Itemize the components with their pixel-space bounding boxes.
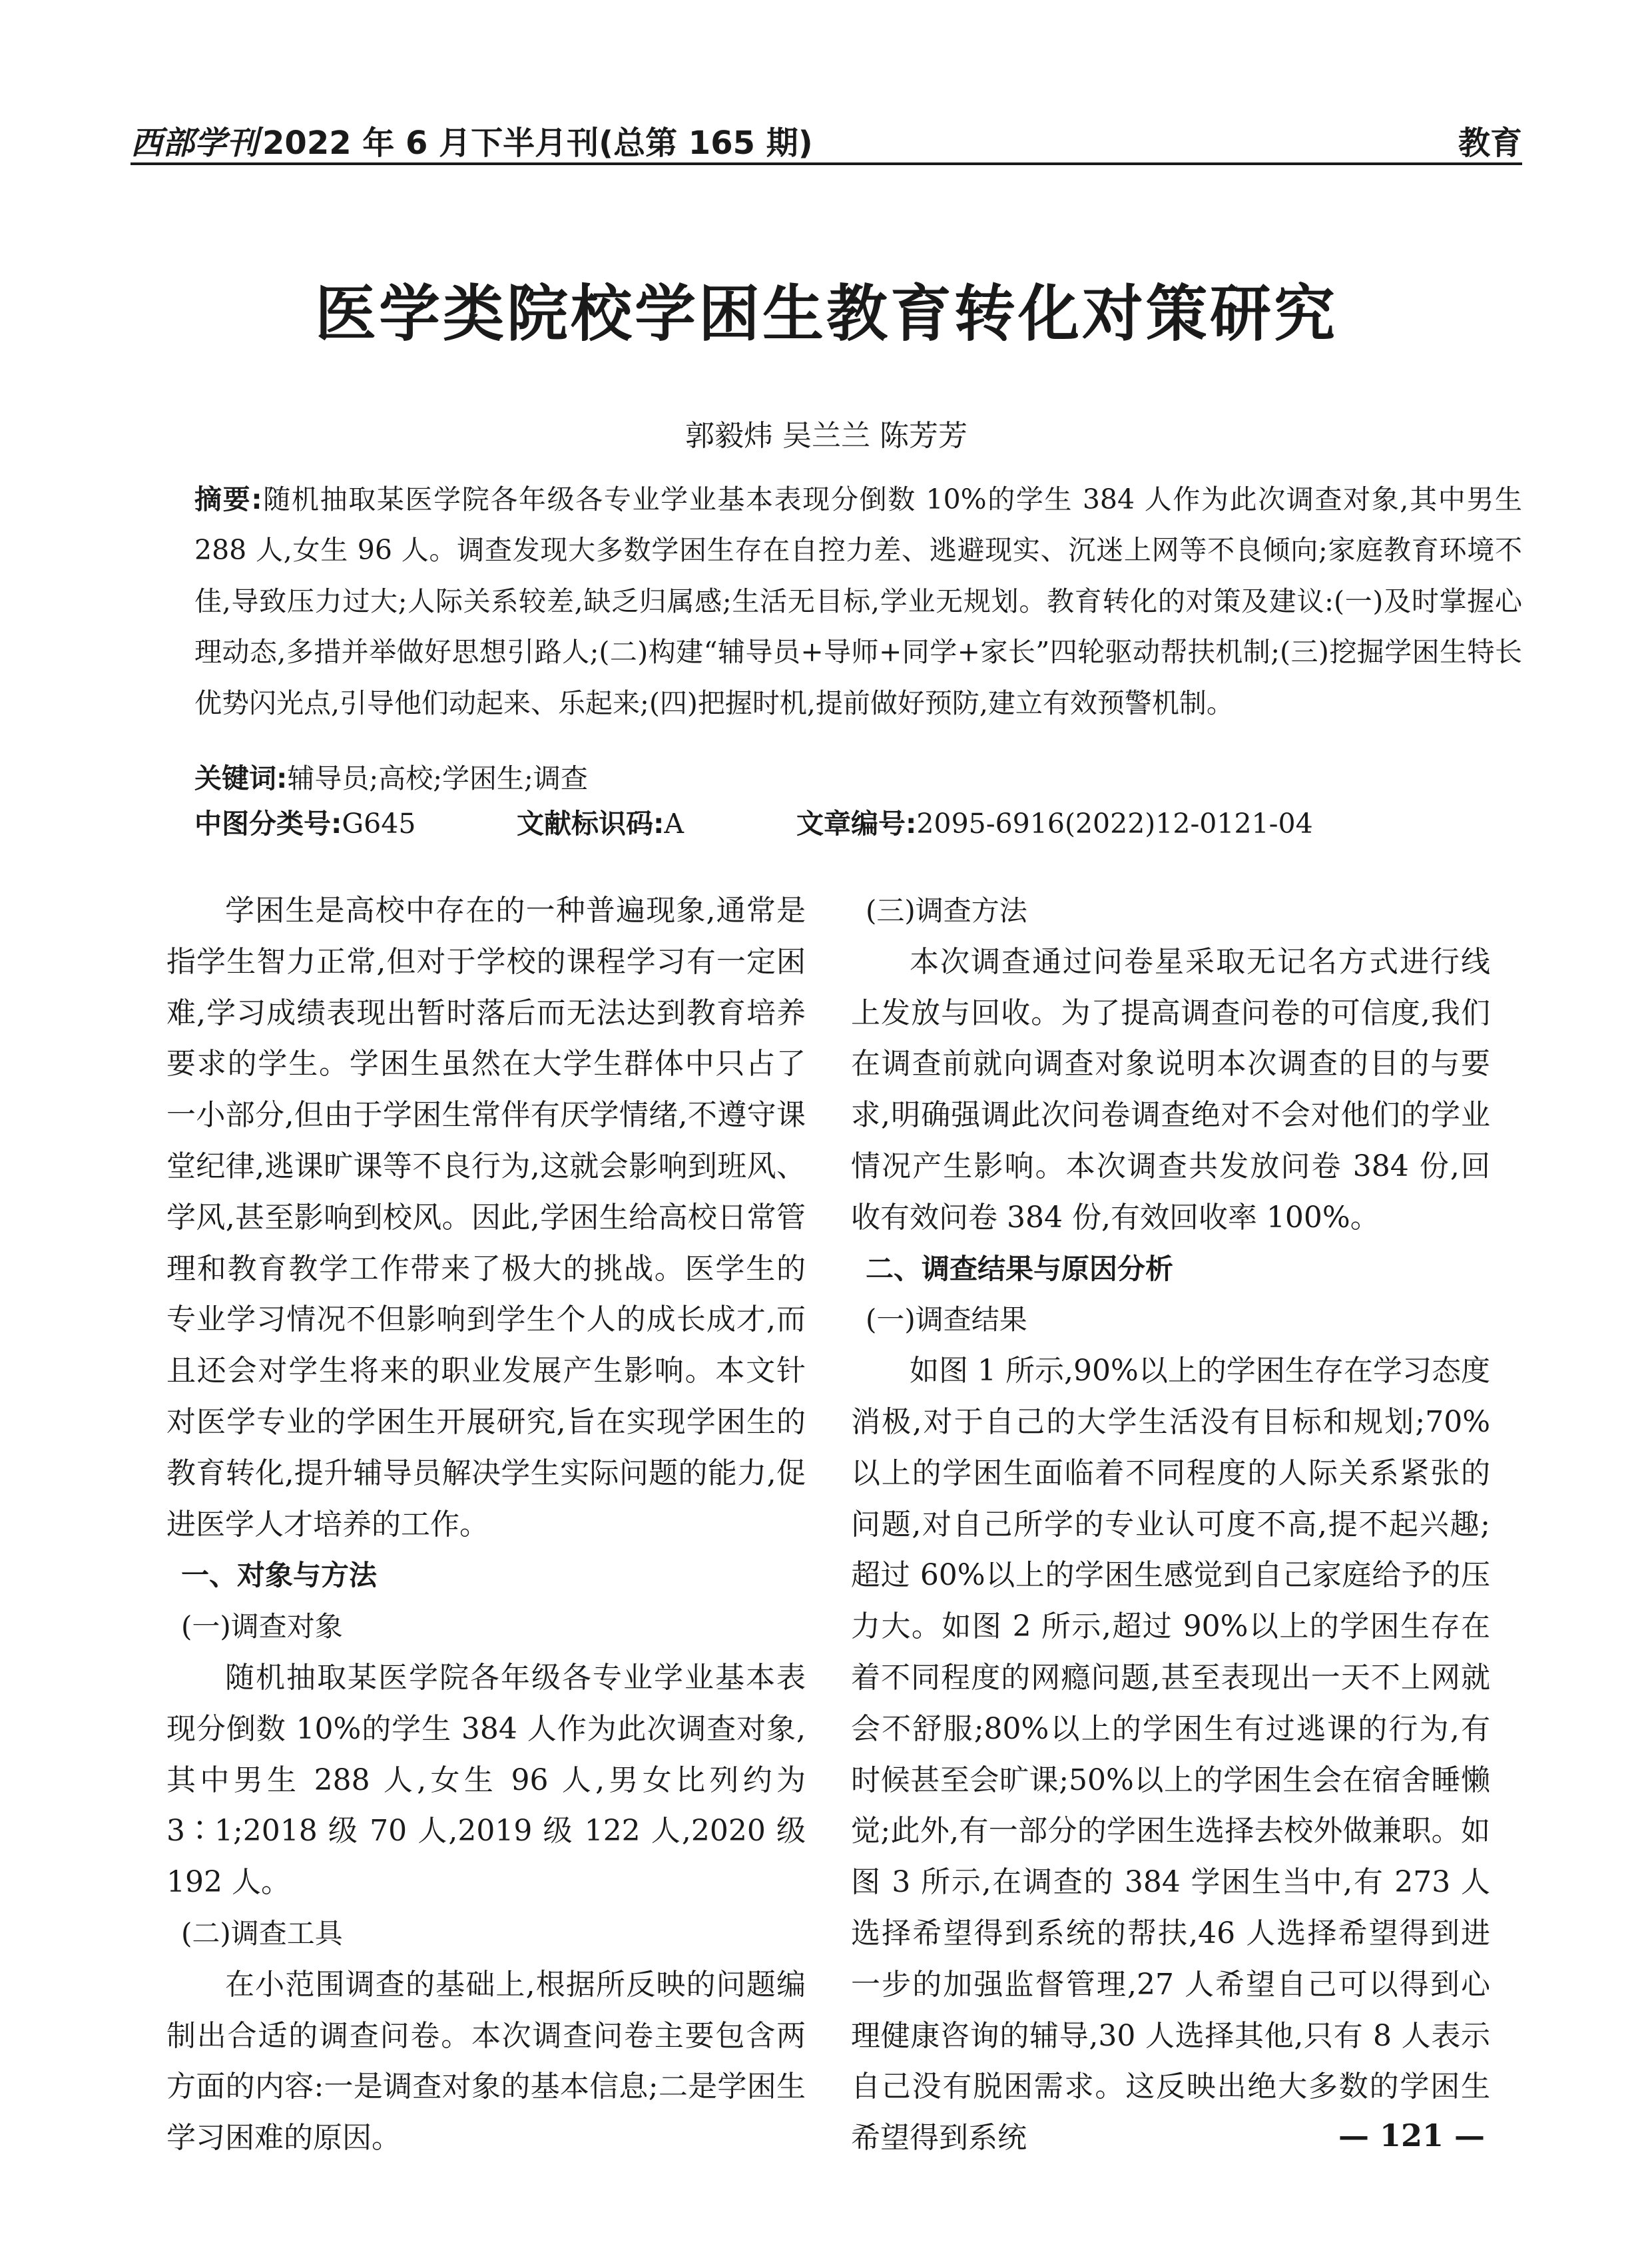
abstract-label: 摘要: [194,483,262,515]
subsection-1-1-text: 随机抽取某医学院各年级各专业学业基本表现分倒数 10%的学生 384 人作为此次调查对象,其中男生 288 人,女生 96 人,男女比列约为 3∶1;2018 级 70 人,2019 级 122 人,2020 级 192 人。 [166,1660,806,1900]
page-number: — 121 — [1338,2117,1486,2153]
article-number [796,802,1313,841]
doc-label: 文献标识码: [517,808,665,840]
subsection-1-3-text: 本次调查通过问卷星采取无记名方式进行线上发放与回收。为了提高调查问卷的可信度,我们在调查前就向调查对象说明本次调查的目的与要求,明确强调此次问卷调查绝对不会对他们的学业情况产生影响。本次调查共发放问卷 384 份,回收有效问卷 384 份,有效回收率 100%。 [851,944,1491,1235]
abstract [131,474,1522,728]
subsection-2-1-text: 如图 1 所示,90%以上的学困生存在学习态度消极,对于自己的大学生活没有目标和规划;70%以上的学困生面临着不同程度的人际关系紧张的问题,对自己所学的专业认可度不高,提不起兴趣;超过 60%以上的学困生感觉到自己家庭给予的压力大。如图 2 所示,超过 90%以上的学困生存在着不同程度的网瘾问题,甚至表现出一天不上网就会不舒服;80%以上的学困生有过逃课的行为,有时候甚至会旷课;50%以上的学困生会在宿舍睡懒觉;此外,有一部分的学困生选择去校外做兼职。如图 3 所示,在调查的 384 学困生当中,有 273 人选择希望得到系统的帮扶,46 人选择希望得到进一步的加强监督管理,27 人希望自己可以得到心理健康咨询的辅导,30 人选择其他,只有 8 人表示自己没有脱困需求。这反映出绝大多数的学困生希望得到系统 [851,1354,1490,2155]
subsection-1-3-heading: (三)调查方法 [866,894,1027,927]
clc-value: G645 [342,808,416,840]
section-1-heading: 一、对象与方法 [181,1559,378,1592]
subsection-1-2-heading: (二)调查工具 [181,1916,343,1950]
journal-logo: 西部学刊 [131,125,259,162]
running-header [131,112,1522,165]
keywords-text: 辅导员;高校;学困生;调查 [287,762,588,794]
section-name: 教育 [1458,125,1522,162]
subsection-1-1-heading: (一)调查对象 [181,1610,343,1643]
article-authors: 郭毅炜 吴兰兰 陈芳芳 [685,419,967,453]
clc-label: 中图分类号: [194,808,342,840]
abstract-text: 随机抽取某医学院各年级各专业学业基本表现分倒数 10%的学生 384 人作为此次调查对象,其中男生 288 人,女生 96 人。调查发现大多数学困生存在自控力差、逃避现实、沉迷上网等不良倾向;家庭教育环境不佳,导致压力过大;人际关系较差,缺乏归属感;生活无目标,学业无规划。教育转化的对策及建议:(一)及时掌握心理动态,多措并举做好思想引路人;(二)构建“辅导员+导师+同学+家长”四轮驱动帮扶机制;(三)挖掘学困生特长优势闪光点,引导他们动起来、乐起来;(四)把握时机,提前做好预防,建立有效预警机制。 [194,483,1522,719]
intro-paragraph: 学困生是高校中存在的一种普遍现象,通常是指学生智力正常,但对于学校的课程学习有一定困难,学习成绩表现出暂时落后而无法达到教育培养要求的学生。学困生虽然在大学生群体中只占了一小部分,但由于学困生常伴有厌学情绪,不遵守课堂纪律,逃课旷课等不良行为,这就会影响到班风、学风,甚至影响到校风。因此,学困生给高校日常管理和教育教学工作带来了极大的挑战。医学生的专业学习情况不但影响到学生个人的成长成才,而且还会对学生将来的职业发展产生影响。本文针对医学专业的学困生开展研究,旨在实现学困生的教育转化,提升辅导员解决学生实际问题的能力,促进医学人才培养的工作。 [166,894,806,1541]
keywords [194,756,588,796]
subsection-1-2-text: 在小范围调查的基础上,根据所反映的问题编制出合适的调查问卷。本次调查问卷主要包含两方面的内容:一是调查对象的基本信息;二是学困生学习困难的原因。 [166,1967,806,2155]
left-column [166,886,806,2164]
subsection-2-1-heading: (一)调查结果 [866,1303,1027,1336]
clc-number [194,802,415,841]
header-rule [131,162,1522,165]
section-2-heading: 二、调查结果与原因分析 [866,1252,1174,1285]
art-value: 2095-6916(2022)12-0121-04 [916,808,1313,840]
art-label: 文章编号: [796,808,917,840]
document-code [517,802,684,841]
journal-issue [131,117,813,163]
right-column [851,886,1490,2164]
issue-info: 2022 年 6 月下半月刊(总第 165 期) [262,125,813,162]
doc-value: A [664,808,685,840]
article-title: 医学类院校学困生教育转化对策研究 [314,278,1338,350]
keywords-label: 关键词: [194,762,288,794]
